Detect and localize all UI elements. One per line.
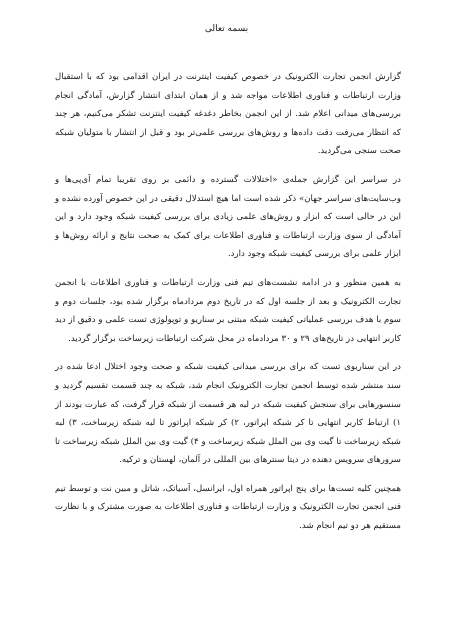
paragraph-5: همچنین کلیه تست‌ها برای پنج اپراتور همراه اول، ایرانسل، آسیاتک، شاتل و مبین نت و توسط تیم فنی انجمن تجارت الکترونیک و وزارت ارتباطات و فناوری اطلاعات به صورت مشترک و با نظارت مستقیم هر دو تیم انجام شد. xyxy=(55,483,401,532)
document-heading: بسمه تعالی xyxy=(204,24,249,34)
document-body xyxy=(55,68,401,546)
paragraph-2: در سراسر این گزارش جمله‌ی «اختلالات گسترده و دائمی بر روی تقریبا تمام آی‌پی‌ها و وب‌سایت‌های سراسر جهان» ذکر شده است اما هیچ استدلال دقیقی در این خصوص آورده نشده و این در حالی است که ابزار و روش‌های علمی زیادی برای بررسی کیفیت شبکه وجود دارد و این آمادگی از سوی وزارت ارتباطات و فناوری اطلاعات برای کمک به صحت نتایج و ارائه روش‌ها و ابزار علمی برای بررسی کیفیت شبکه وجود دارد. xyxy=(55,174,401,260)
paragraph-1: گزارش انجمن تجارت الکترونیک در خصوص کیفیت اینترنت در ایران اقدامی بود که با استقبال وزارت ارتباطات و فناوری اطلاعات مواجه شد و از همان ابتدای انتشار گزارش، آمادگی انجام بررسی‌های میدانی اعلام شد. از این انجمن بخاطر دغدغه کیفیت اینترنت تشکر می‌کنیم، هر چند که انتظار می‌رفت دقت داده‌ها و روش‌های بررسی علمی‌تر بود و قبل از انتشار با متولیان شبکه صحت سنجی می‌گردید. xyxy=(55,72,401,157)
paragraph-3: به همین منظور و در ادامه نشست‌های تیم فنی وزارت ارتباطات و فناوری اطلاعات با انجمن تجارت الکترونیک و بعد از جلسه اول که در تاریخ دوم مردادماه برگزار شده بود، جلسات دوم و سوم با هدف بررسی عملیاتی کیفیت شبکه مبتنی بر سناریو و توپولوژی تست علمی و دقیق از دید کاربر انتهایی در تاریخ‌های ۲۹ و ۳۰ مردادماه در محل شرکت ارتباطات زیرساخت برگزار گردید. xyxy=(55,277,401,344)
paragraph-4: در این سناریوی تست که برای بررسی میدانی کیفیت شبکه و صحت وجود اختلال ادعا شده در سند منتشر شده توسط انجمن تجارت الکترونیک انجام شد، شبکه به چند قسمت تقسیم گردید و سنسورهایی برای سنجش کیفیت شبکه در لبه هر قسمت از شبکه قرار گرفت، که عبارت بودند از ۱) ارتباط کاربر انتهایی تا کر شبکه اپراتور، ۲) کر شبکه اپراتور تا لبه شبکه زیرساخت، ۳) لبه شبکه زیرساخت تا گیت وی بین الملل شبکه زیرساخت و ۴) گیت وی بین الملل شبکه زیرساخت تا سرورهای سرویس دهنده در دیتا سنترهای بین المللی در آلمان، لهستان و ترکیه. xyxy=(55,362,402,466)
